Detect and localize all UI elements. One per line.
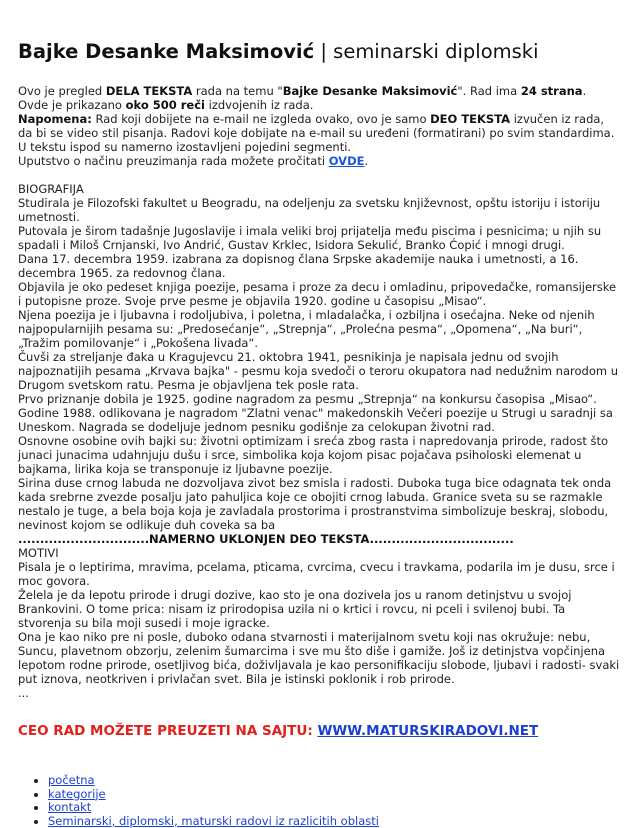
body-paragraph: Sirina duse crnog labuda ne dozvoljava zivot bez smisla i radosti. Duboka tuga bice odagnata tek onda kada srebrne zvezde posalju jato pahuljica koje ce obojiti crnog labuda. Granice sveta su se razmakle nestalo je tuge, a bela boja koja je zavladala prostorima i prostranstvima simbolizuje beskraj, slobodu, nevinost kojom se odlikuje duh coveka sa ba [18,476,620,532]
title-separator: | [314,40,333,63]
body-paragraph: Studirala je Filozofski fakultet u Beogradu, na odeljenju za svetsku književnost, opštu istoriju i istoriju umetnosti. [18,196,620,224]
note-emphasis: DEO TEKSTA [430,112,510,126]
intro-word-count: oko 500 reči [126,98,205,112]
instructions-paragraph [18,154,620,168]
body-paragraph: Ona je kao niko pre ni posle, duboko odana stvarnosti i materijalnom svetu koji nas okružuje: nebu, Suncu, plavetnom obzorju, zelenim šumarcima i sve mu što diše i gamiže. Još iz detinjstva vоpčinjena lepotom rodne prirode, osetljivog bića, doživljavala je kao personifikaciju slobode, ljubavi i radosti- svaki put iznova, neotkriven i privlačan svet. Bila je istinski poklonik i rob prirode. [18,630,620,686]
nav-item-contact [48,801,620,815]
section-heading: BIOGRAFIJA [18,182,620,196]
instructions-text: Uputstvo o načinu preuzimanja rada možete pročitati [18,154,329,168]
note-text: Rad koji dobijete na e-mail ne izgleda ovako, ovo je samo [92,112,430,126]
intro-text: Ovo je pregled [18,84,106,98]
body-paragraph: Osnovne osobine ovih bajki su: životni optimizam i sreća zbog rasta i napredovanja prirode, radost što junaci junacima udahnjuju dušu i srce, simbolika koja kojom pisac pojačava psiholoski elemenat u bajkama, lirika koja se transponuje iz ljubavne poezije. [18,434,620,476]
body-paragraph: Prvo priznanje dobila je 1925. godine nagradom za pesmu „Strepnja“ na konkursu časopisa „Misao“. [18,392,620,406]
note-label: Napomena: [18,112,92,126]
nav-item-home [48,774,620,788]
intro-emphasis: DELA TEKSTA [106,84,192,98]
download-callout [18,722,620,740]
intro-paragraph [18,84,620,112]
intro-page-count: 24 strana [521,84,583,98]
body-paragraph: Putovala je širom tadašnje Jugoslavije i imala veliki broj prijatelja među piscima i pesnicima; u njih su spadali i Miloš Crnjanski, Ivo Andrić, Gustav Krklec, Isidora Sekulić, Branko Ćopić i mnogi drugi. [18,224,620,252]
body-paragraph: Objavila je oko pedeset knjiga poezije, pesama i proze za decu i omladinu, pripovedačke, romansijerske i putopisne proze. Svoje prve pesme je objavila 1920. godine u časopisu „Misao“. [18,280,620,308]
intro-text: rada na temu " [192,84,282,98]
note-paragraph [18,112,620,154]
body-paragraph: Želela je da lepotu prirode i drugi dozive, kao sto je ona dozivela jos u ranom detinjstvu u svojoj Brankovini. O tome prica: nisam iz prirodopisa uzila ni o krtici i rovcu, ni pceli i svilenoj bubi. Ta stvorenja su bila moji susedi i moje igracke. [18,588,620,630]
instructions-after: . [365,154,369,168]
site-link[interactable]: WWW.MATURSKIRADOVI.NET [317,723,538,739]
note-text: izvučen iz rada, da bi se video stil pisanja. Radovi koje dobijate na e-mail su uređeni (formatirani) po svim standardima. U tekstu ispod su namerno izostavljeni pojedini segmenti. [18,112,614,154]
nav-link-contact[interactable]: kontakt [48,800,91,814]
footer-nav [18,774,620,828]
removed-text-marker: ..............................NAMERNO UKLONJEN DEO TEKSTA................................. [18,532,620,546]
nav-link-categories[interactable]: kategorije [48,787,106,801]
ellipsis: ... [18,686,620,700]
body-paragraph: Čuvši za streljanje đaka u Kragujevcu 21. oktobra 1941, pesnikinja je napisala jednu od svojih najpoznatijih pesama „Krvava bajka" - pesmu koja svedoči o teroru okupatora nad nedužnim narodom u Drugom svetskom ratu. Pesma je objavljena tek posle rata. [18,350,620,392]
body-paragraph: Godine 1988. odlikovana je nagradom "Zlatni venac" makedonskih Večeri poezije u Strugi u saradnji sa Uneskom. Nagrada se dodeljuje jednom pesniku godišnje za celokupan životni rad. [18,406,620,434]
body-paragraph: Dana 17. decembra 1959. izabrana za dopisnog člana Srpske akademije nauka i umetnosti, a 16. decembra 1965. za redovnog člana. [18,252,620,280]
body-paragraph: Njena poezija je i ljubavna i rodoljubiva, i poletna, i mladalačka, i ozbiljna i osećajna. Neke od njenih najpopularnijih pesama su: „Predosećanje“, „Strepnja“, „Prolećna pesma“, „Opomena“, „Na buri“, „Tražim pomilovanje“ i „Pokošena livada“. [18,308,620,350]
section-heading: MOTIVI [18,546,620,560]
instructions-link[interactable]: OVDE [329,154,365,168]
nav-link-papers[interactable]: Seminarski, diplomski, maturski radovi iz razlicitih oblasti [48,814,379,828]
intro-text: ". Rad ima [457,84,520,98]
title-main: Bajke Desanke Maksimović [18,40,314,63]
intro-topic: Bajke Desanke Maksimović [283,84,458,98]
nav-link-home[interactable]: početna [48,773,95,787]
nav-item-categories [48,788,620,802]
page-title [18,40,620,64]
intro-text: izdvojenih iz rada. [205,98,313,112]
download-callout-text: CEO RAD MOŽETE PREUZETI NA SAJTU: [18,723,317,739]
title-sub: seminarski diplomski [333,40,538,63]
body-paragraph: Pisala je o leptirima, mravima, pcelama, pticama, cvrcima, cvecu i travkama, podarila im je dusu, srce i moc govora. [18,560,620,588]
excerpt-body [18,182,620,700]
intro-text: . Ovde je prikazano [18,84,586,112]
